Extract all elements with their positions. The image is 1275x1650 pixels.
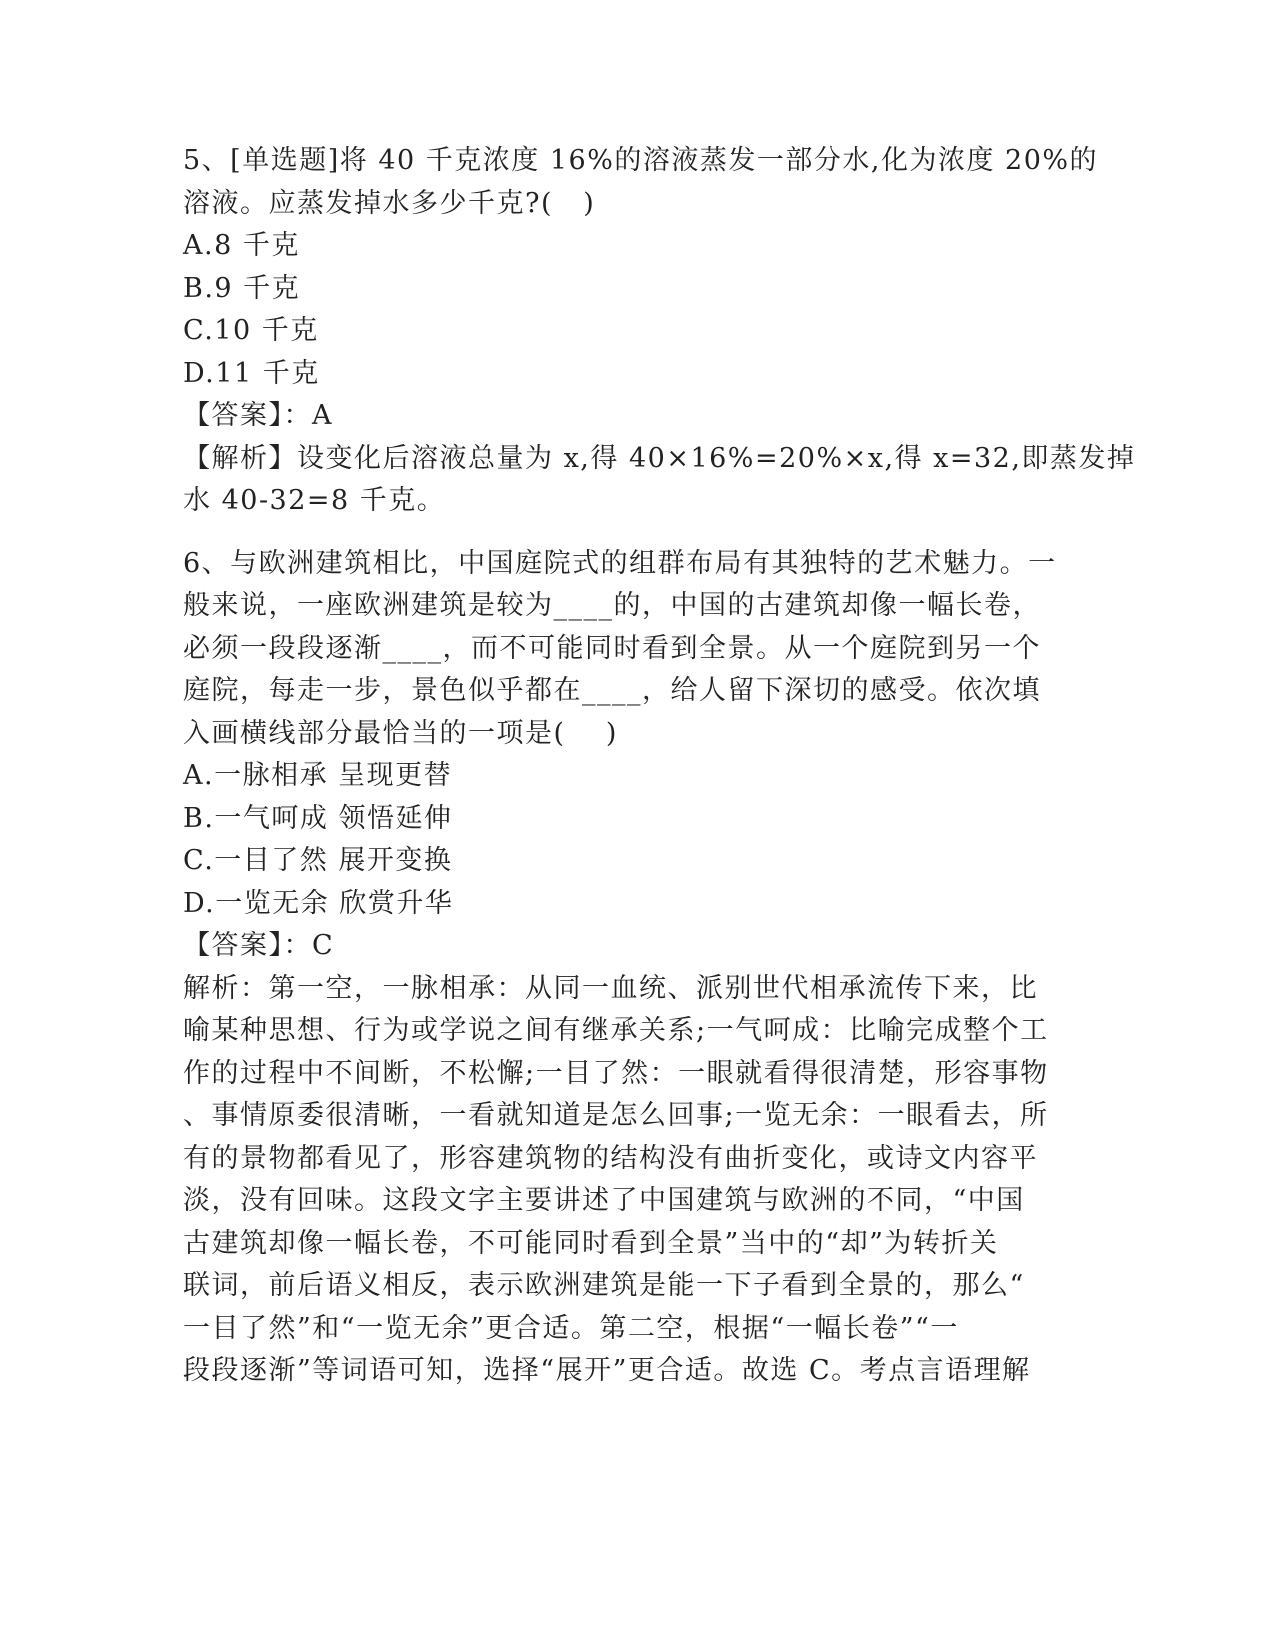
question-5-option-b: B.9 千克 [183, 272, 301, 304]
question-6-stem-line-1: 6、与欧洲建筑相比，中国庭院式的组群布局有其独特的艺术魅力。一 [183, 547, 1057, 579]
question-6-stem-line-4: 庭院，每走一步，景色似乎都在____，给人留下深切的感受。依次填 [183, 675, 1041, 706]
question-5 [183, 140, 1136, 523]
question-6-analysis-line-7: 古建筑却像一幅长卷，不可能同时看到全景”当中的“却”为转折关 [183, 1227, 999, 1259]
question-6-analysis-line-6: 淡，没有回味。这段文字主要讲述了中国建筑与欧洲的不同，“中国 [183, 1185, 1025, 1216]
question-6-analysis-line-8: 联词，前后语义相反，表示欧洲建筑是能一下子看到全景的，那么“ [183, 1270, 1025, 1301]
document-page [183, 140, 1136, 1393]
question-6-answer: 【答案】：C [183, 930, 335, 961]
question-6-analysis-line-5: 有的景物都看见了，形容建筑物的结构没有曲折变化，或诗文内容平 [183, 1142, 1038, 1174]
question-5-analysis-line-2: 水 40-32=8 千克。 [183, 485, 446, 516]
question-6-analysis-line-2: 喻某种思想、行为或学说之间有继承关系;一气呵成：比喻完成整个工 [183, 1015, 1049, 1046]
question-6-stem-line-2: 般来说，一座欧洲建筑是较为____的，中国的古建筑却像一幅长卷， [183, 590, 1041, 621]
question-5-option-c: C.10 千克 [183, 315, 319, 346]
question-5-stem-line-2: 溶液。应蒸发掉水多少千克?( ) [183, 187, 596, 219]
question-5-option-d: D.11 千克 [183, 357, 320, 389]
question-6-analysis-line-4: 、事情原委很清晰，一看就知道是怎么回事;一览无余：一眼看去，所 [183, 1100, 1049, 1131]
question-6-option-d: D.一览无余 欣赏升华 [183, 887, 454, 919]
question-6-analysis-line-9: 一目了然”和“一览无余”更合适。第二空，根据“一幅长卷”“一 [183, 1312, 959, 1344]
question-6-analysis-line-10: 段段逐渐”等词语可知，选择“展开”更合适。故选 C。考点言语理解 [183, 1355, 1031, 1386]
question-5-analysis-line-1: 【解析】设变化后溶液总量为 x,得 40×16%=20%×x,得 x=32,即蒸发掉 [183, 442, 1136, 474]
question-divider-space [183, 523, 1083, 543]
question-6-stem-line-5: 入画横线部分最恰当的一项是( ) [183, 717, 618, 749]
question-6-analysis-line-1: 解析：第一空，一脉相承：从同一血统、派别世代相承流传下来，比 [183, 972, 1038, 1004]
question-6-option-c: C.一目了然 展开变换 [183, 845, 453, 876]
question-6-option-a: A.一脉相承 呈现更替 [183, 760, 453, 791]
question-6-stem-line-3: 必须一段段逐渐____，而不可能同时看到全景。从一个庭院到另一个 [183, 632, 1041, 664]
question-5-option-a: A.8 千克 [183, 230, 300, 261]
question-6 [183, 543, 1083, 1393]
question-5-answer: 【答案】：A [183, 400, 333, 431]
question-6-option-b: B.一气呵成 领悟延伸 [183, 802, 453, 834]
question-5-stem-line-1: 5、[单选题]将 40 千克浓度 16%的溶液蒸发一部分水,化为浓度 20%的 [183, 145, 1099, 176]
question-6-analysis-line-3: 作的过程中不间断，不松懈;一目了然：一眼就看得很清楚，形容事物 [183, 1057, 1049, 1089]
